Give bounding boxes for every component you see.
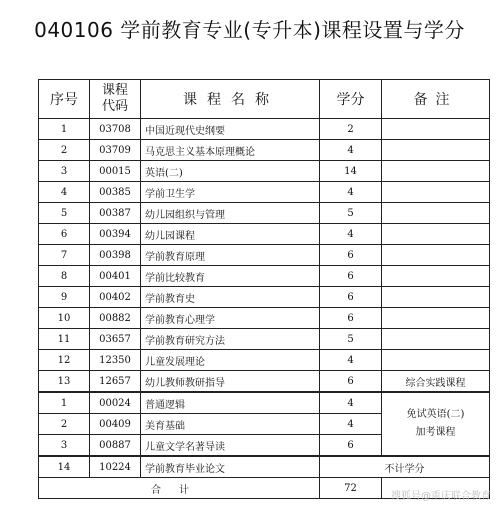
page-title: 040106 学前教育专业(专升本)课程设置与学分 <box>34 18 465 42</box>
total-credit: 72 <box>320 478 382 499</box>
note-cell <box>382 182 490 203</box>
table-row-thesis: 14 10224 学前教育毕业论文 不计学分 <box>39 456 490 478</box>
note-cell <box>382 308 490 329</box>
table-header-row <box>39 80 490 119</box>
watermark: 搜狐号@重庆联合教育 <box>391 491 491 502</box>
note-extra-line1: 免试英语(二) <box>406 409 465 420</box>
note-extra <box>382 392 490 456</box>
table-row: 1 03708 中国近现代史纲要 2 <box>39 119 490 140</box>
course-rows <box>39 119 490 499</box>
header-code <box>90 80 141 119</box>
table-row-extra: 1 00024 普通逻辑 4 免试英语(二) 加考课程 <box>39 392 490 414</box>
note-cell <box>382 329 490 350</box>
table-row-extra: 3 00887 儿童文学名著导读 6 <box>39 435 490 457</box>
note-cell <box>382 140 490 161</box>
header-note: 备注 <box>382 80 490 119</box>
header-name: 课程名称 <box>141 80 320 119</box>
table-row: 11 03657 学前教育研究方法 5 <box>39 329 490 350</box>
table-row-extra: 2 00409 美育基础 4 <box>39 414 490 435</box>
note-no-credit: 不计学分 <box>320 456 490 478</box>
total-label: 合计 <box>39 478 320 499</box>
table-row: 10 00882 学前教育心理学 6 <box>39 308 490 329</box>
course-table <box>38 79 490 499</box>
note-cell <box>382 161 490 182</box>
note-cell <box>382 266 490 287</box>
note-cell <box>382 287 490 308</box>
note-cell <box>382 224 490 245</box>
table-row: 8 00401 学前比较教育 6 <box>39 266 490 287</box>
note-extra-line2: 加考课程 <box>415 427 456 438</box>
note-cell <box>382 119 490 140</box>
note-practice: 综合实践课程 <box>382 371 490 393</box>
table-row: 7 00398 学前教育原理 6 <box>39 245 490 266</box>
table-row: 6 00394 幼儿园课程 4 <box>39 224 490 245</box>
table-row: 2 03709 马克思主义基本原理概论 4 <box>39 140 490 161</box>
table-row: 12 12350 儿童发展理论 4 <box>39 350 490 371</box>
note-cell <box>382 350 490 371</box>
header-code-line2: 代码 <box>101 99 128 114</box>
table-row: 4 00385 学前卫生学 4 <box>39 182 490 203</box>
note-cell <box>382 245 490 266</box>
table-row: 9 00402 学前教育史 6 <box>39 287 490 308</box>
note-cell <box>382 203 490 224</box>
table-row: 3 00015 英语(二) 14 <box>39 161 490 182</box>
table-row: 5 00387 幼儿园组织与管理 5 <box>39 203 490 224</box>
header-credit: 学分 <box>320 80 382 119</box>
header-code-line1: 课程 <box>101 83 128 98</box>
header-no: 序号 <box>39 80 90 119</box>
table-row: 13 12657 幼儿教师教研指导 6 综合实践课程 <box>39 371 490 393</box>
